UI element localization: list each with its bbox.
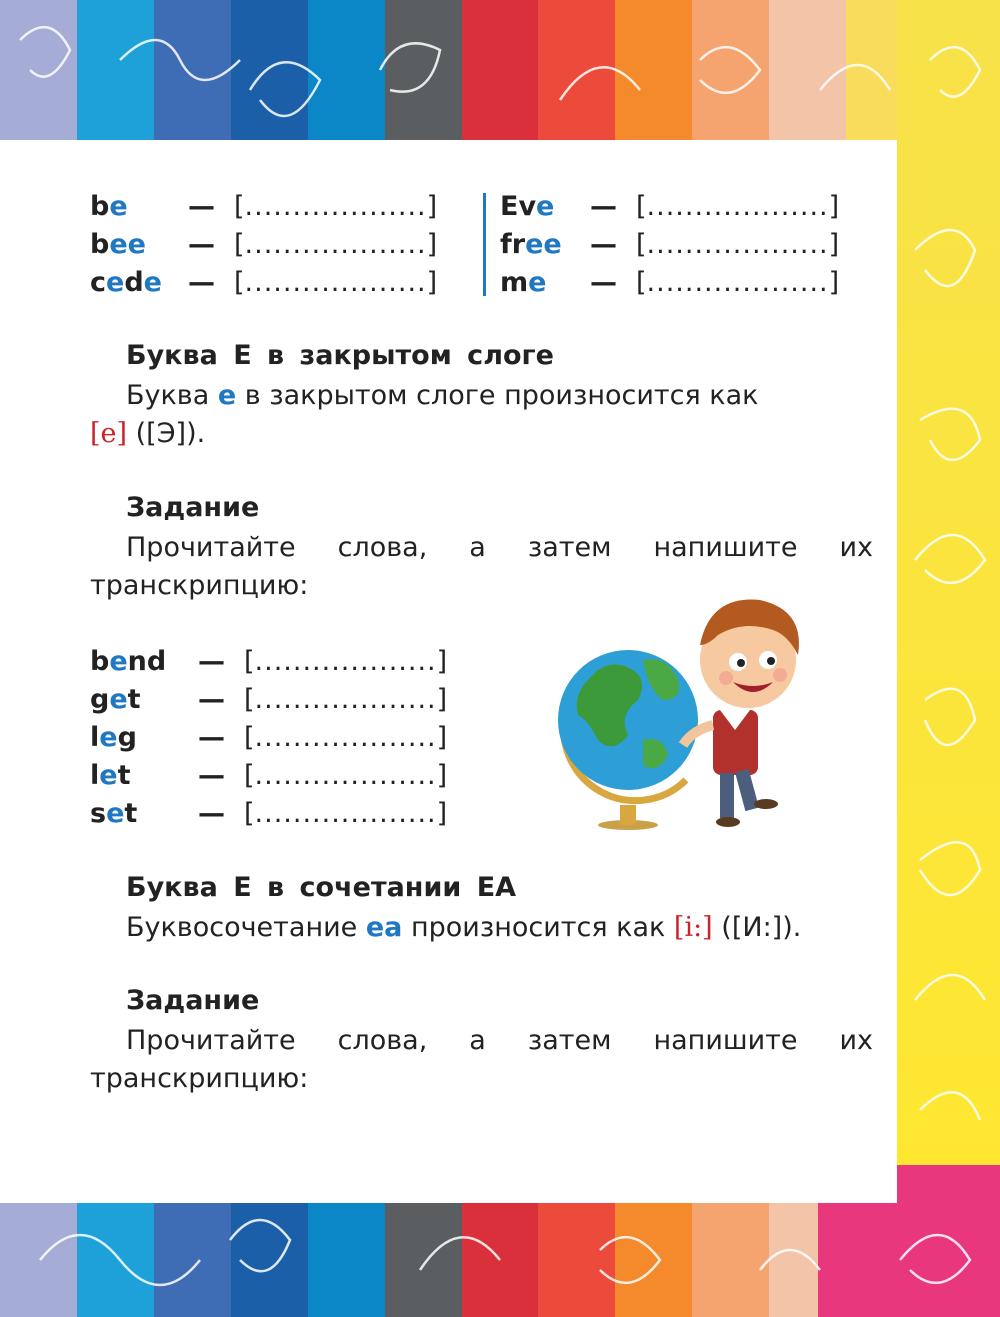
word-row bbox=[90, 187, 437, 225]
word-row bbox=[90, 756, 447, 794]
highlighted-letter: е bbox=[217, 380, 237, 411]
english-word bbox=[500, 191, 590, 222]
vowel-letter: e bbox=[99, 721, 118, 753]
word-row bbox=[90, 225, 437, 263]
dash: — bbox=[198, 797, 225, 829]
consonant-letter: l bbox=[90, 759, 100, 791]
open-bracket: [ bbox=[636, 228, 647, 260]
open-bracket: [ bbox=[234, 228, 245, 260]
section-heading-ea: Буква Е в сочетании ЕА bbox=[126, 872, 517, 903]
consonant-letter: b bbox=[90, 645, 110, 677]
task-heading-2: Задание bbox=[126, 985, 260, 1016]
dash: — bbox=[188, 190, 215, 222]
vowel-letter: e bbox=[99, 759, 118, 791]
open-bracket: [ bbox=[234, 190, 245, 222]
english-word bbox=[500, 267, 590, 298]
section-text-closed-syllable bbox=[90, 377, 873, 453]
transcription-sound: [i:] bbox=[673, 912, 713, 943]
russian-sound: ([Э]). bbox=[127, 418, 206, 449]
open-bracket: [ bbox=[636, 190, 647, 222]
word-list-closed-syllable bbox=[90, 642, 447, 832]
vowel-letter: ee bbox=[109, 228, 146, 260]
highlighted-letters: ea bbox=[365, 912, 403, 943]
transcription-blank: ................... bbox=[646, 266, 829, 298]
consonant-letter: b bbox=[90, 190, 110, 222]
open-bracket: [ bbox=[244, 721, 255, 753]
word-table-left bbox=[90, 187, 437, 301]
close-bracket: ] bbox=[828, 266, 840, 298]
dash: — bbox=[590, 228, 617, 260]
word-row bbox=[90, 794, 447, 832]
consonant-letter: b bbox=[90, 228, 110, 260]
close-bracket: ] bbox=[436, 759, 448, 791]
transcription-blank: ................... bbox=[254, 721, 437, 753]
open-bracket: [ bbox=[244, 645, 255, 677]
vowel-letter: e bbox=[106, 266, 125, 298]
transcription-blank: ................... bbox=[254, 683, 437, 715]
vowel-letter: e bbox=[143, 266, 162, 298]
consonant-letter: m bbox=[500, 266, 529, 298]
task-text: Прочитайте слова, а затем напишите их транскрипцию: bbox=[90, 532, 873, 601]
text-part: произносится как bbox=[402, 912, 674, 943]
close-bracket: ] bbox=[436, 797, 448, 829]
close-bracket: ] bbox=[436, 683, 448, 715]
word-row bbox=[500, 263, 839, 301]
word-row bbox=[90, 263, 437, 301]
transcription-blank: ................... bbox=[254, 645, 437, 677]
close-bracket: ] bbox=[828, 228, 840, 260]
vowel-letter: e bbox=[536, 190, 555, 222]
word-row bbox=[90, 718, 447, 756]
english-word bbox=[90, 267, 188, 298]
consonant-letter: t bbox=[127, 683, 141, 715]
text-part: Буквосочетание bbox=[126, 912, 366, 943]
open-bracket: [ bbox=[244, 797, 255, 829]
transcription-blank: ................... bbox=[254, 759, 437, 791]
english-word bbox=[90, 798, 198, 829]
close-bracket: ] bbox=[426, 190, 438, 222]
english-word bbox=[500, 229, 590, 260]
close-bracket: ] bbox=[828, 190, 840, 222]
open-bracket: [ bbox=[636, 266, 647, 298]
consonant-letter: s bbox=[90, 797, 107, 829]
english-word bbox=[90, 684, 198, 715]
word-row bbox=[90, 642, 447, 680]
consonant-letter: g bbox=[90, 683, 110, 715]
dash: — bbox=[590, 190, 617, 222]
dash: — bbox=[198, 759, 225, 791]
dash: — bbox=[198, 721, 225, 753]
close-bracket: ] bbox=[436, 721, 448, 753]
english-word bbox=[90, 229, 188, 260]
text-part: Буква bbox=[126, 380, 218, 411]
word-row bbox=[500, 187, 839, 225]
consonant-letter: t bbox=[124, 797, 138, 829]
transcription-sound: [e] bbox=[90, 418, 128, 449]
transcription-blank: ................... bbox=[244, 266, 427, 298]
dash: — bbox=[590, 266, 617, 298]
consonant-letter: nd bbox=[127, 645, 167, 677]
task-heading: Задание bbox=[126, 492, 260, 523]
word-row bbox=[500, 225, 839, 263]
consonant-letter: l bbox=[90, 721, 100, 753]
close-bracket: ] bbox=[436, 645, 448, 677]
dash: — bbox=[198, 683, 225, 715]
consonant-letter: t bbox=[117, 759, 131, 791]
task-text-2: Прочитайте слова, а затем напишите их транскрипцию: bbox=[90, 1025, 873, 1094]
russian-sound: ([И:]). bbox=[712, 912, 802, 943]
english-word bbox=[90, 760, 198, 791]
close-bracket: ] bbox=[426, 266, 438, 298]
english-word bbox=[90, 722, 198, 753]
vowel-letter: e bbox=[528, 266, 547, 298]
word-row bbox=[90, 680, 447, 718]
open-bracket: [ bbox=[244, 759, 255, 791]
transcription-blank: ................... bbox=[646, 190, 829, 222]
vowel-letter: e bbox=[106, 797, 125, 829]
transcription-blank: ................... bbox=[254, 797, 437, 829]
dash: — bbox=[198, 645, 225, 677]
vowel-letter: ee bbox=[525, 228, 562, 260]
consonant-letter: Ev bbox=[500, 190, 537, 222]
dash: — bbox=[188, 266, 215, 298]
consonant-letter: g bbox=[117, 721, 137, 753]
section-text-ea bbox=[90, 909, 873, 947]
transcription-blank: ................... bbox=[244, 228, 427, 260]
vowel-letter: e bbox=[109, 683, 128, 715]
text-part: в закрытом слоге произносится как bbox=[236, 380, 759, 411]
open-bracket: [ bbox=[234, 266, 245, 298]
consonant-letter: d bbox=[124, 266, 144, 298]
english-word bbox=[90, 646, 198, 677]
section-heading-closed-syllable: Буква Е в закрытом слоге bbox=[126, 340, 554, 371]
consonant-letter: c bbox=[90, 266, 107, 298]
open-bracket: [ bbox=[244, 683, 255, 715]
consonant-letter: fr bbox=[500, 228, 526, 260]
boy-with-globe-illustration bbox=[548, 590, 838, 830]
transcription-blank: ................... bbox=[244, 190, 427, 222]
table-divider bbox=[483, 193, 486, 296]
vowel-letter: e bbox=[109, 190, 128, 222]
vowel-letter: e bbox=[109, 645, 128, 677]
english-word bbox=[90, 191, 188, 222]
dash: — bbox=[188, 228, 215, 260]
close-bracket: ] bbox=[426, 228, 438, 260]
transcription-blank: ................... bbox=[646, 228, 829, 260]
word-table-right bbox=[500, 187, 839, 301]
